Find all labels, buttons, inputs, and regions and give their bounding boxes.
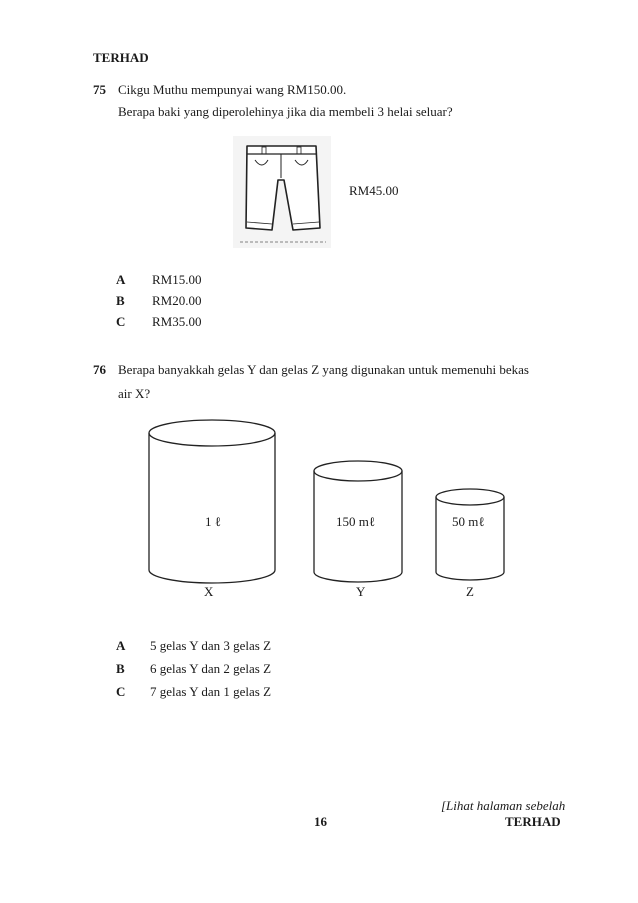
footer-label: TERHAD bbox=[505, 814, 561, 829]
q75-number: 75 bbox=[93, 82, 106, 97]
container-y-label: Y bbox=[356, 584, 366, 599]
container-z bbox=[436, 489, 504, 580]
q76-line2: air X? bbox=[118, 386, 151, 401]
q75-option-a-letter: A bbox=[116, 272, 126, 287]
container-x-label: X bbox=[204, 584, 214, 599]
q75-option-b-letter: B bbox=[116, 293, 125, 308]
trousers-icon bbox=[233, 136, 331, 248]
q76-option-a-letter: A bbox=[116, 638, 126, 653]
header-label: TERHAD bbox=[93, 50, 149, 65]
page-number: 16 bbox=[314, 814, 327, 829]
container-x-volume: 1 ℓ bbox=[205, 514, 221, 529]
container-y-volume: 150 mℓ bbox=[336, 514, 376, 529]
q76-number: 76 bbox=[93, 362, 106, 377]
q75-option-c-letter: C bbox=[116, 314, 126, 329]
container-z-label: Z bbox=[466, 584, 474, 599]
container-z-volume: 50 mℓ bbox=[452, 514, 485, 529]
q75-option-c-text: RM35.00 bbox=[152, 314, 202, 329]
q75-line2: Berapa baki yang diperolehinya jika dia membeli 3 helai seluar? bbox=[118, 104, 453, 119]
q76-option-c-letter: C bbox=[116, 684, 126, 699]
q75-option-b-text: RM20.00 bbox=[152, 293, 202, 308]
container-x bbox=[149, 420, 275, 583]
q76-option-b-letter: B bbox=[116, 661, 125, 676]
q76-option-b-text: 6 gelas Y dan 2 gelas Z bbox=[150, 661, 272, 676]
footer-next-page: [Lihat halaman sebelah bbox=[441, 798, 566, 813]
q76-option-c-text: 7 gelas Y dan 1 gelas Z bbox=[150, 684, 272, 699]
q76-option-a-text: 5 gelas Y dan 3 gelas Z bbox=[150, 638, 272, 653]
q75-option-a-text: RM15.00 bbox=[152, 272, 202, 287]
q75-price: RM45.00 bbox=[349, 183, 399, 198]
q76-line1: Berapa banyakkah gelas Y dan gelas Z yang digunakan untuk memenuhi bekas bbox=[118, 362, 529, 377]
q75-line1: Cikgu Muthu mempunyai wang RM150.00. bbox=[118, 82, 347, 97]
